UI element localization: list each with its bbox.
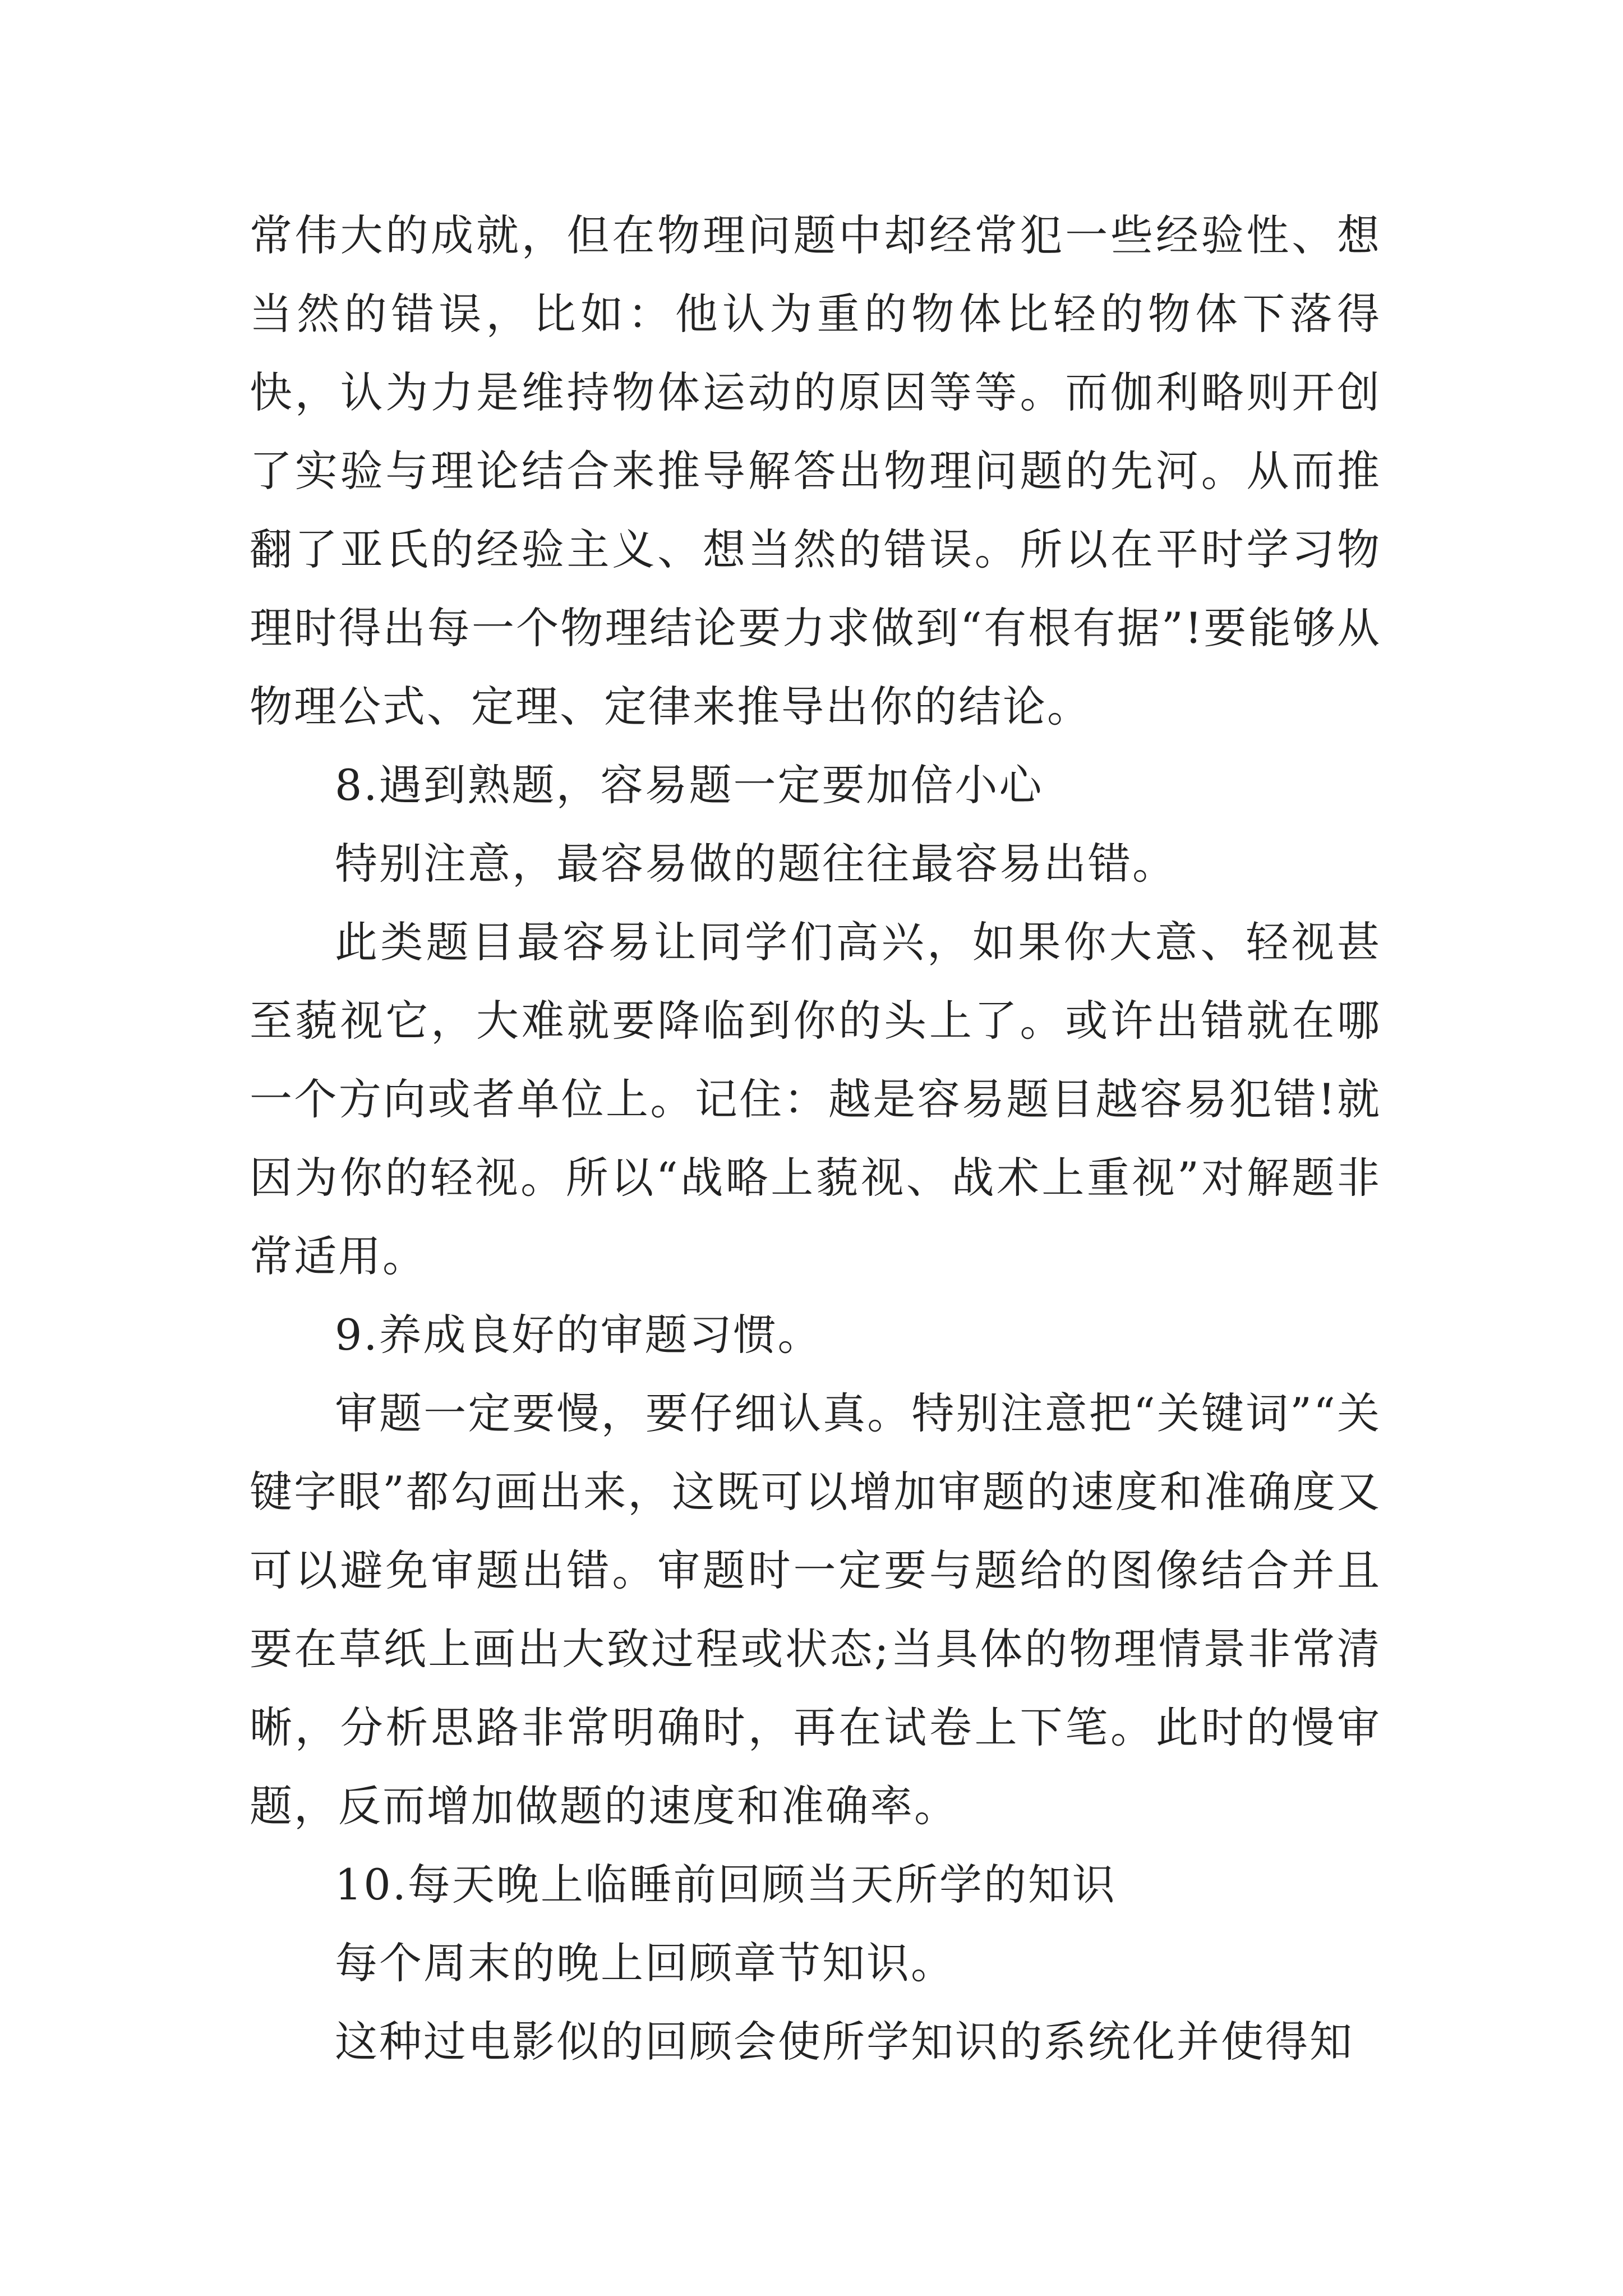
paragraph: 此类题目最容易让同学们高兴，如果你大意、轻视甚至藐视它，大难就要降临到你的头上了。或许出错就在哪一个方向或者单位上。记住：越是容易题目越容易犯错!就因为你的轻视。所以“战略上藐视、战术上重视”对解题非常适用。 (250, 917, 1381, 1281)
paragraph: 审题一定要慢，要仔细认真。特别注意把“关键词”“关键字眼”都勾画出来，这既可以增加审题的速度和准确度又可以避免审题出错。审题时一定要与题给的图像结合并且要在草纸上画出大致过程或状态;当具体的物理情景非常清晰，分析思路非常明确时，再在试卷上下笔。此时的慢审题，反而增加做题的速度和准确率。 (250, 1388, 1381, 1831)
section-heading-10: 10.每天晚上临睡前回顾当天所学的知识 (335, 1860, 1117, 1910)
paragraph: 特别注意，最容易做的题往往最容易出错。 (335, 839, 1177, 889)
section-heading-8: 8.遇到熟题，容易题一定要加倍小心 (335, 760, 1044, 810)
section-heading-9: 9.养成良好的审题习惯。 (335, 1310, 822, 1360)
document-body (250, 196, 1381, 2081)
paragraph: 这种过电影似的回顾会使所学知识的系统化并使得知 (335, 2017, 1354, 2067)
paragraph-continued: 常伟大的成就，但在物理问题中却经常犯一些经验性、想当然的错误，比如：他认为重的物体比轻的物体下落得快，认为力是维持物体运动的原因等等。而伽利略则开创了实验与理论结合来推导解答出物理问题的先河。从而推翻了亚氏的经验主义、想当然的错误。所以在平时学习物理时得出每一个物理结论要力求做到“有根有据”!要能够从物理公式、定理、定律来推导出你的结论。 (250, 210, 1381, 731)
paragraph: 每个周末的晚上回顾章节知识。 (335, 1938, 955, 1988)
